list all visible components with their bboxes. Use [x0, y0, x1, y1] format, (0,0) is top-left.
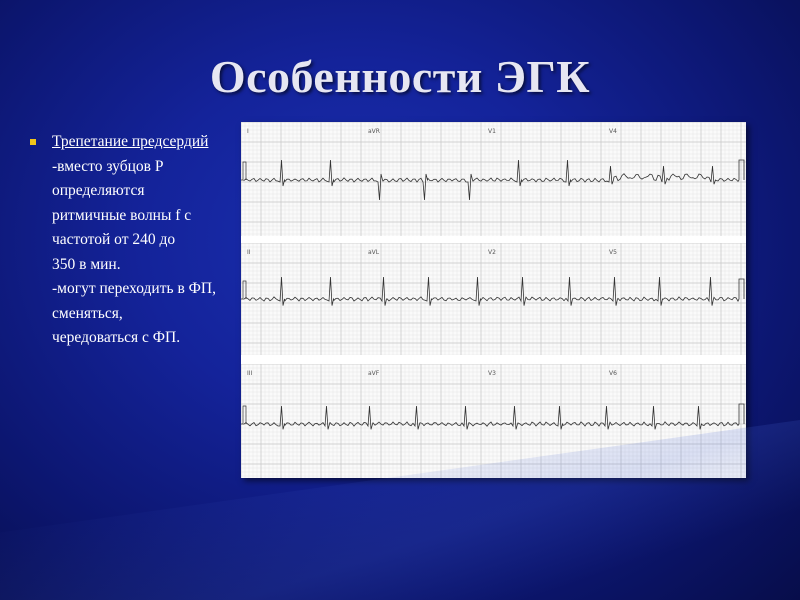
ecg-separator	[241, 355, 746, 364]
lead-label: V1	[488, 128, 496, 135]
lead-label: V5	[609, 249, 617, 256]
ecg-strip	[241, 122, 746, 478]
slide-title: Особенности ЭГК	[209, 51, 591, 102]
lead-label: I	[247, 128, 249, 135]
ecg-image	[241, 122, 746, 478]
bullet-item	[24, 130, 239, 155]
lead-label: V2	[488, 249, 496, 256]
lead-label: aVR	[368, 128, 380, 135]
text-block	[24, 130, 239, 351]
paragraph-1: -вместо зубцов Р определяются ритмичные волны f с частотой от 240 до 350 в мин.	[52, 157, 192, 273]
lead-label: V4	[609, 128, 617, 135]
lead-label: II	[247, 249, 251, 256]
lead-label: III	[247, 370, 253, 377]
lead-label: aVF	[368, 370, 380, 377]
lead-label: V6	[609, 370, 617, 377]
lead-label: aVL	[368, 249, 380, 256]
square-bullet-icon	[30, 139, 36, 145]
paragraph-2: -могут переходить в ФП, сменяться, чередоваться с ФП.	[52, 280, 216, 346]
lead-label: V3	[488, 370, 496, 377]
ecg-separator	[241, 236, 746, 243]
bullet-heading: Трепетание предсердий	[52, 133, 209, 150]
